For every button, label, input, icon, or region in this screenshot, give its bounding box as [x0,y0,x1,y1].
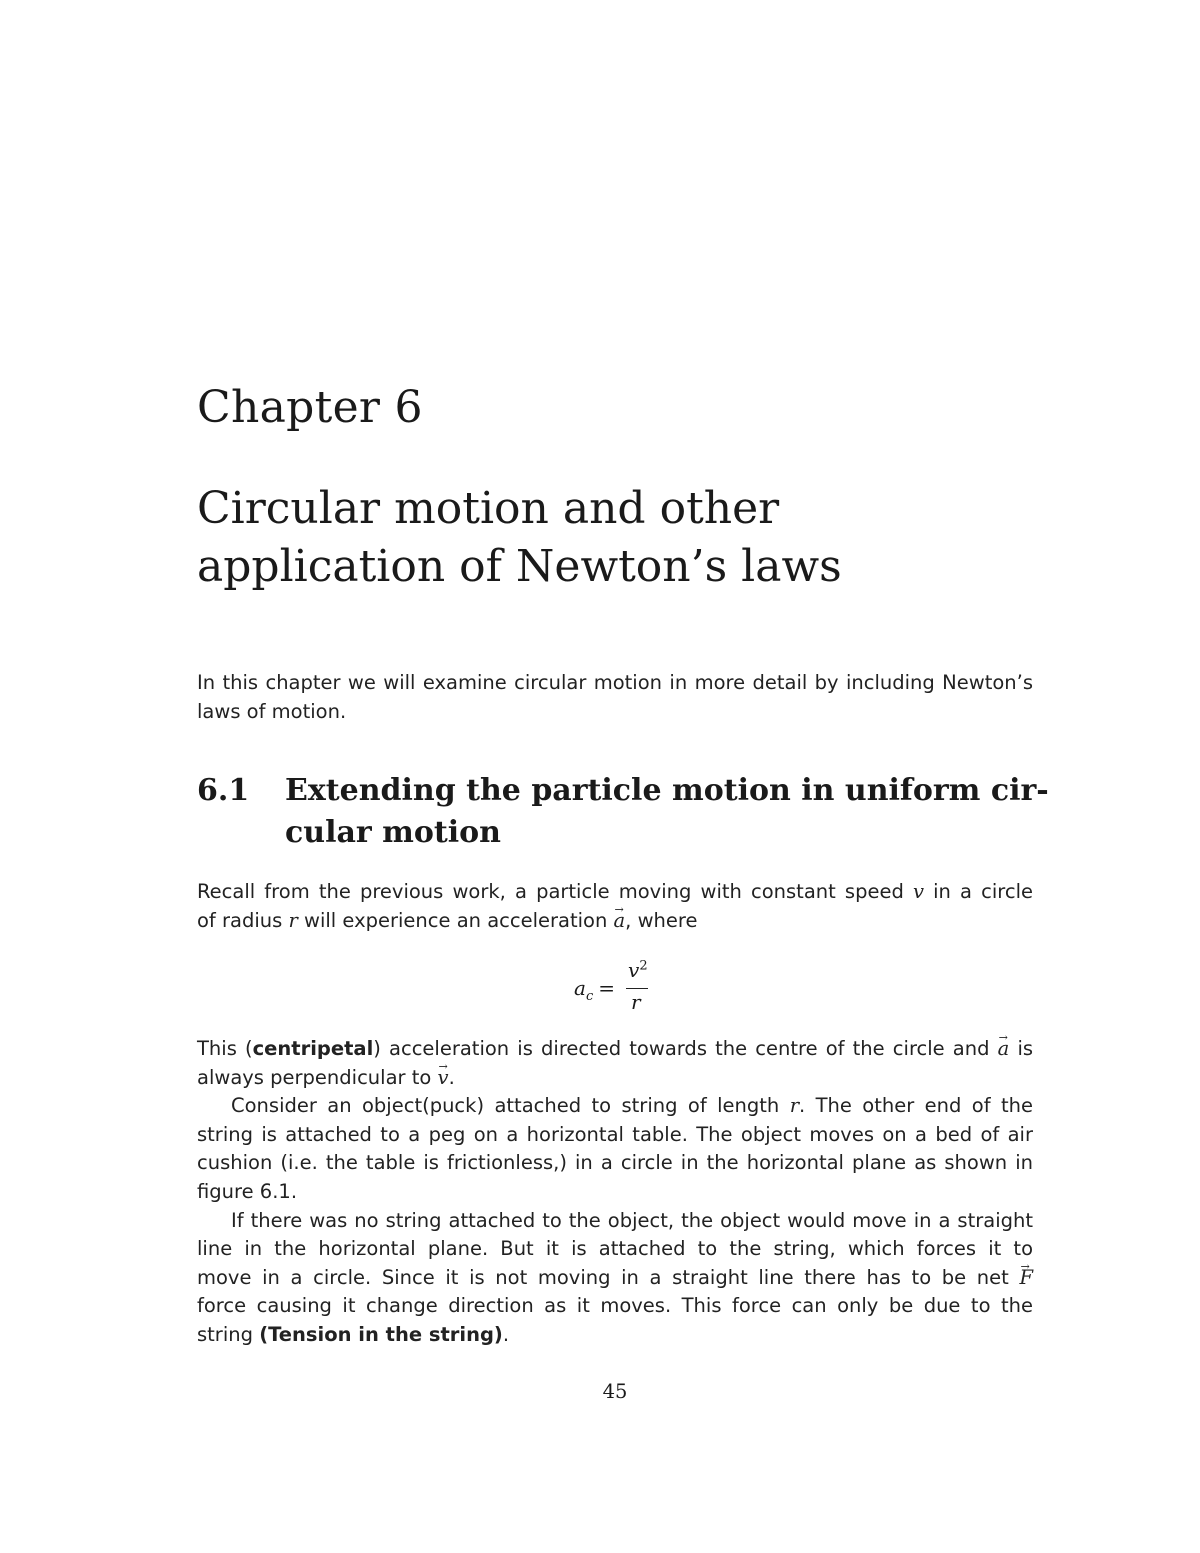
vector-v: → v [438,1064,449,1093]
section-title-line: cular motion [285,815,501,850]
text-run: Consider an object(puck) attached to string of length [231,1094,780,1118]
intro-paragraph [197,669,1037,726]
paragraph-line: line in the horizontal plane. But it is attached to the string, which forces it to [197,1237,1033,1261]
text-run: will experience an acceleration [304,908,608,932]
text-run: of radius [197,908,283,932]
math-exponent: 2 [639,958,648,974]
paragraph-body [197,1035,1037,1350]
intro-line: laws of motion. [197,699,347,723]
text-run: . The other end of the [799,1094,1034,1118]
chapter-title-line: Circular motion and other [197,483,780,534]
paragraph-line [197,1064,1037,1093]
equals-sign: = [598,976,615,1000]
paragraph-line: figure 6.1. [197,1179,298,1203]
paragraph-line [197,1092,1033,1121]
text-run: Recall from the previous work, a particle moving with constant speed [197,880,904,903]
text-run: move in a circle. Since it is not moving in a straight line there has to be net [197,1265,1009,1289]
text-run [245,1037,381,1060]
paragraph-line: cushion (i.e. the table is frictionless,) in a circle in the horizontal plane as shown in [197,1151,1033,1175]
fraction-bar [626,988,648,989]
text-run: acceleration is directed towards the centre of the circle and [389,1037,990,1060]
bold-term: (Tension in the string) [259,1322,503,1346]
equation-lhs [574,976,615,1004]
paren: ) [373,1037,381,1060]
vector-a: → a [998,1035,1010,1064]
page-number: 45 [602,1380,628,1403]
bold-term: centripetal [252,1037,374,1060]
chapter-title [197,480,1037,596]
paragraph-recall [197,878,1037,935]
paragraph-line [197,907,1037,936]
vector-f: → F [1019,1264,1033,1293]
math-variable: v [912,880,924,903]
math-variable: r [789,1094,800,1118]
paren: ( [245,1037,253,1060]
intro-line: In this chapter we will examine circular motion in more detail by including Newton’s [197,671,1033,694]
text-run: string [197,1322,253,1346]
text-run: is [1017,1037,1034,1060]
paragraph-line [197,1264,1033,1293]
math-variable: a [574,976,586,1000]
section-title [285,770,1049,854]
chapter-label: Chapter 6 [197,382,423,433]
paragraph-line: If there was no string attached to the object, the object would move in a straight [231,1208,1033,1232]
centripetal-equation [570,958,670,1018]
text-run: , where [625,908,698,932]
math-variable: r [288,908,298,932]
section-title-line: Extending the particle motion in uniform cir- [285,773,1049,808]
math-subscript: c [585,989,594,1004]
equation-numerator [628,958,648,983]
paragraph-line [197,1035,1033,1064]
text-run: . [502,1322,510,1346]
vector-a: → a [614,907,626,936]
equation-denominator: r [631,990,641,1014]
text-run: . [448,1065,455,1089]
text-run: always perpendicular to [197,1065,432,1089]
section-number: 6.1 [197,773,250,808]
math-variable: v [628,958,640,982]
text-run: This [197,1037,237,1060]
paragraph-line: force causing it change direction as it moves. This force can only be due to the [197,1294,1033,1318]
paragraph-line [197,1321,1037,1350]
chapter-title-line: application of Newton’s laws [197,541,842,592]
text-run: in a circle [933,880,1033,903]
paragraph-line: string is attached to a peg on a horizontal table. The object moves on a bed of air [197,1122,1033,1146]
